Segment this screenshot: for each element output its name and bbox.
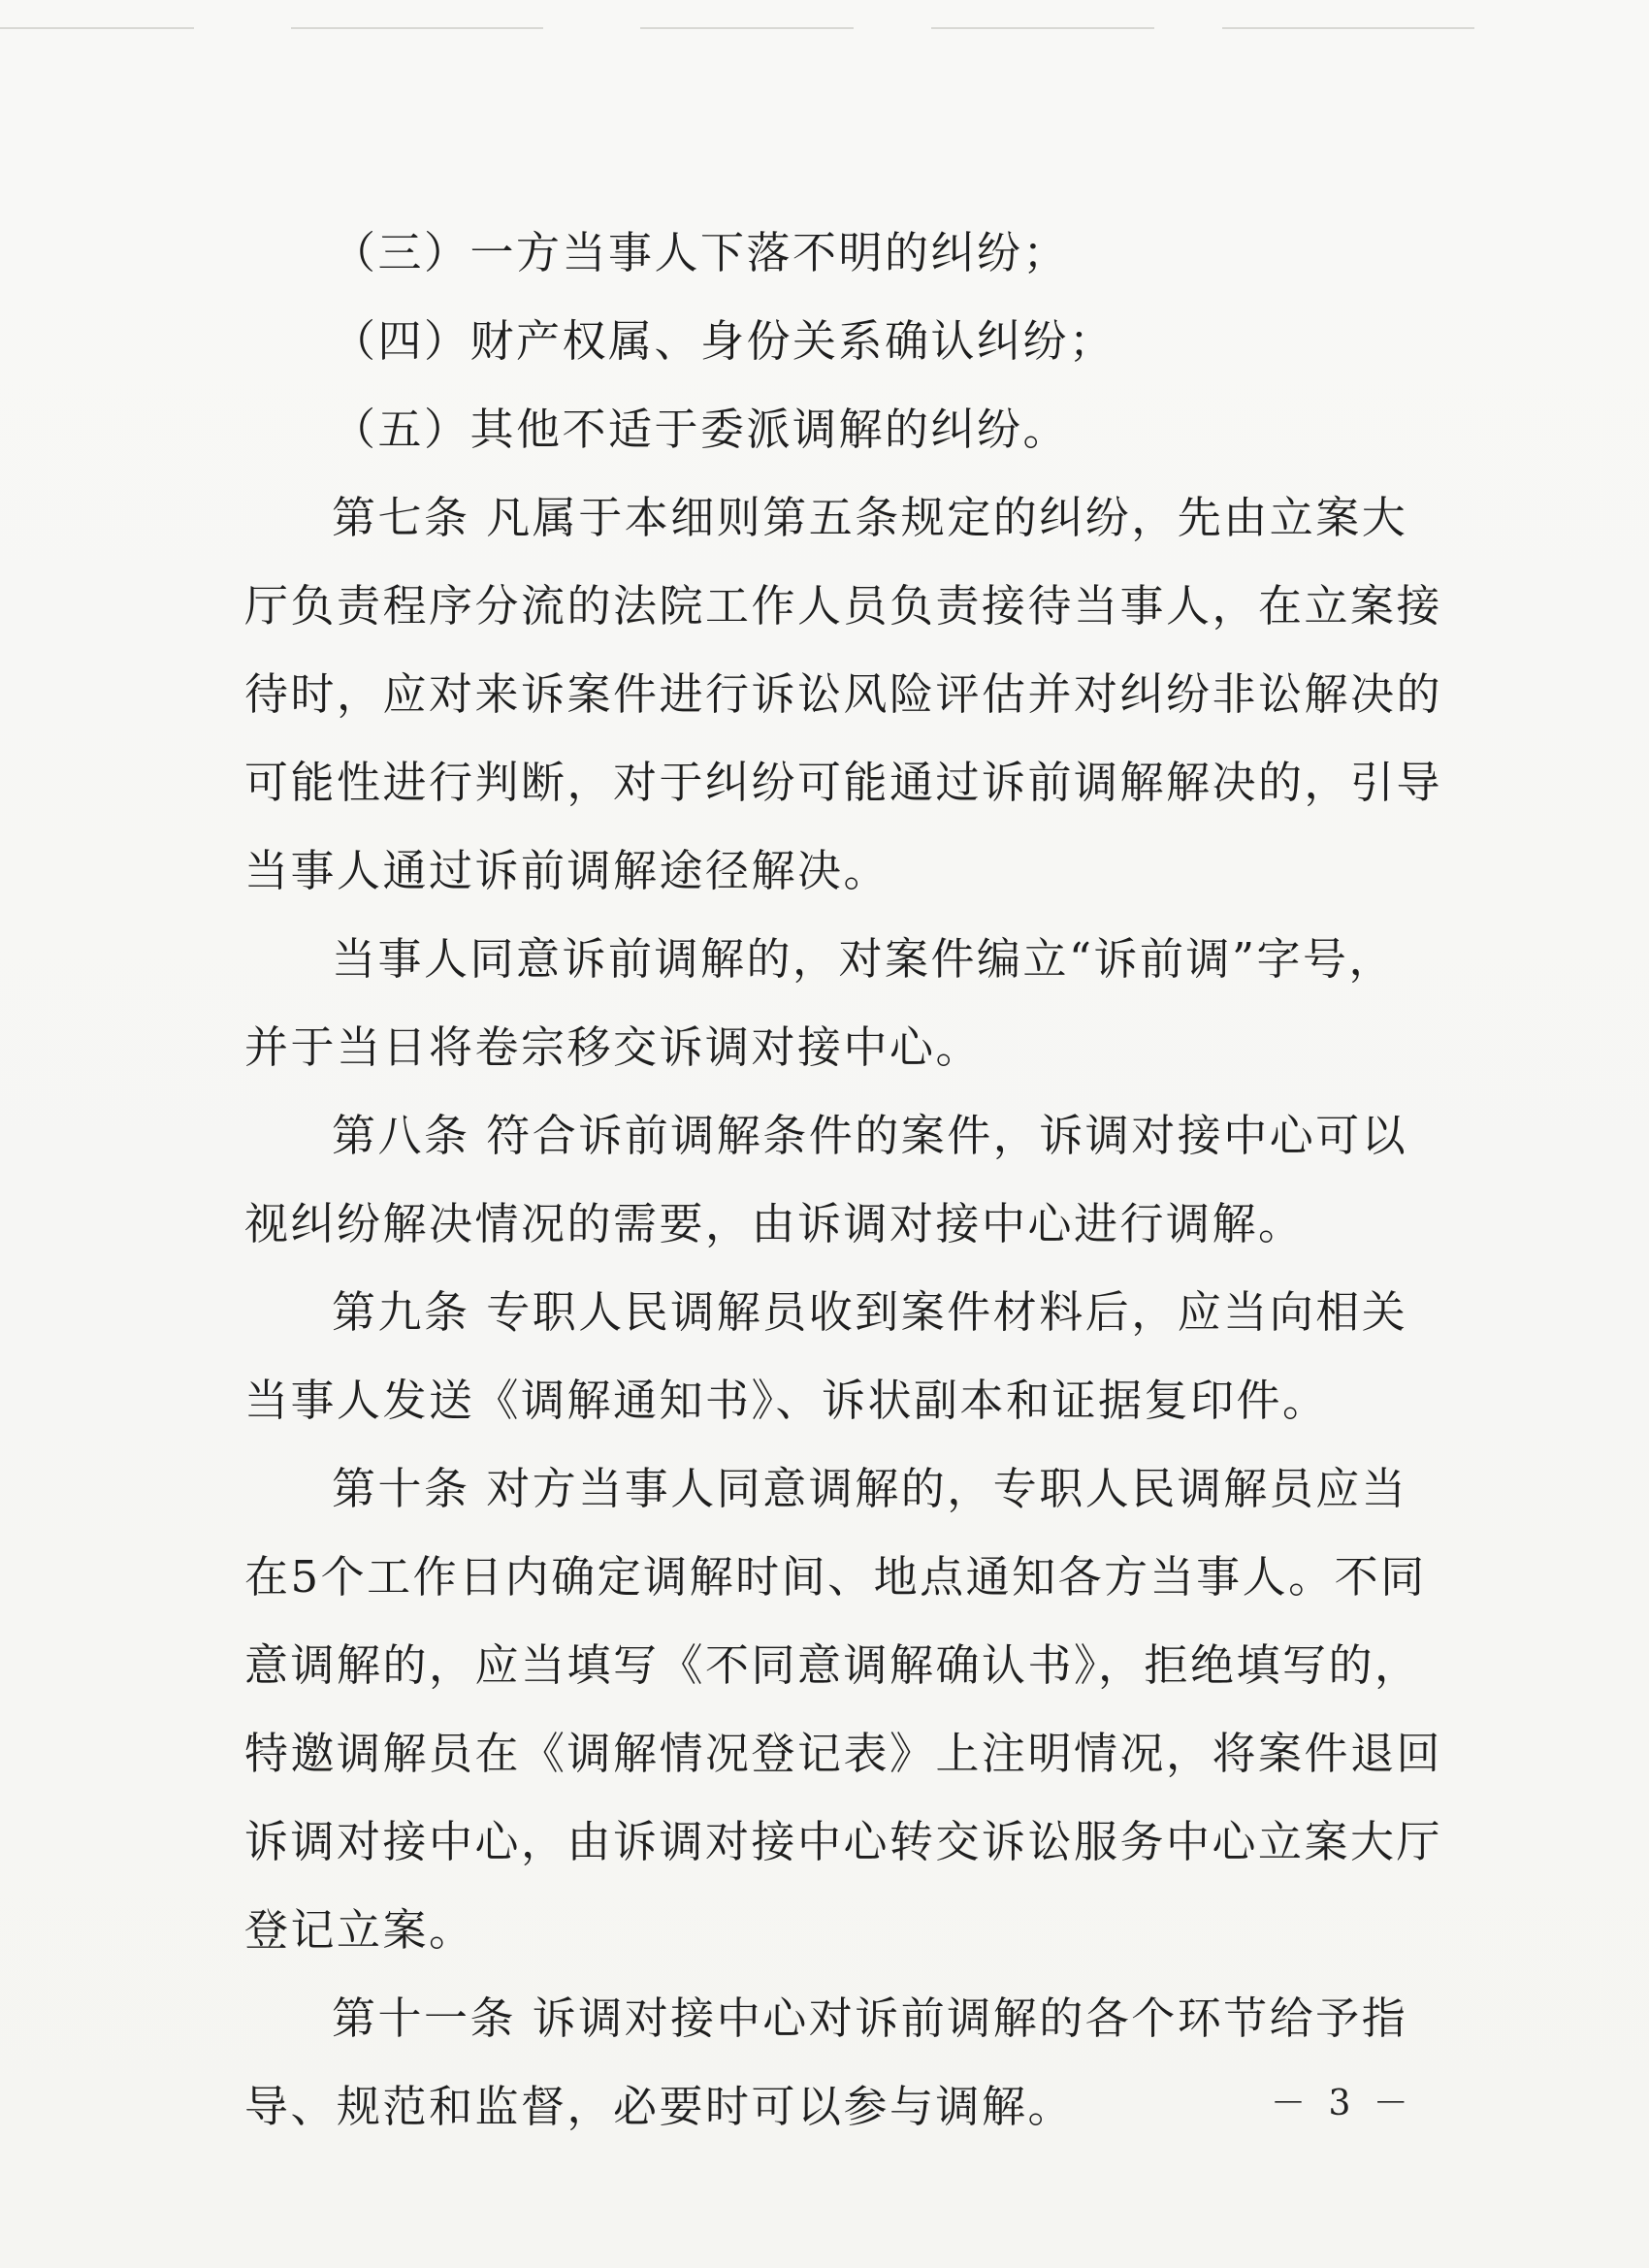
text-line: 诉调对接中心，由诉调对接中心转交诉讼服务中心立案大厅: [244, 1816, 1443, 1867]
body-text: [244, 209, 1443, 2151]
text-line: 待时，应对来诉案件进行诉讼风险评估并对纠纷非讼解决的: [244, 668, 1443, 720]
text-line: 在5个工作日内确定调解时间、地点通知各方当事人。不同: [244, 1551, 1427, 1603]
scan-artifact: [640, 27, 854, 29]
text-line: 第九条 专职人民调解员收到案件材料后，应当向相关: [332, 1286, 1408, 1338]
page-number: － 3 －: [1271, 2084, 1414, 2123]
scan-artifact: [1222, 27, 1474, 29]
text-line: （四）财产权属、身份关系确认纠纷；: [332, 315, 1116, 367]
text-line: 导、规范和监督，必要时可以参与调解。: [244, 2081, 1075, 2132]
text-line: 厅负责程序分流的法院工作人员负责接待当事人，在立案接: [244, 580, 1443, 632]
text-line: 当事人通过诉前调解途径解决。: [244, 845, 890, 896]
text-line: 意调解的，应当填写《不同意调解确认书》，拒绝填写的，: [244, 1639, 1421, 1691]
text-line: 第十一条 诉调对接中心对诉前调解的各个环节给予指: [332, 1993, 1408, 2044]
text-line: 并于当日将卷宗移交诉调对接中心。: [244, 1021, 983, 1073]
scan-artifact: [931, 27, 1154, 29]
text-line: 当事人同意诉前调解的，对案件编立“诉前调”字号，: [332, 933, 1396, 985]
text-line: （三）一方当事人下落不明的纠纷；: [332, 227, 1070, 278]
text-line: 第十条 对方当事人同意调解的，专职人民调解员应当: [332, 1463, 1408, 1514]
text-line: 当事人发送《调解通知书》、诉状副本和证据复印件。: [244, 1375, 1329, 1426]
text-line: 特邀调解员在《调解情况登记表》上注明情况，将案件退回: [244, 1728, 1443, 1779]
text-line: 第七条 凡属于本细则第五条规定的纠纷，先由立案大: [332, 492, 1408, 543]
text-line: （五）其他不适于委派调解的纠纷。: [332, 404, 1070, 455]
text-line: 可能性进行判断，对于纠纷可能通过诉前调解解决的，引导: [244, 757, 1443, 808]
scan-artifact: [291, 27, 543, 29]
text-line: 登记立案。: [244, 1904, 475, 1956]
text-line: 第八条 符合诉前调解条件的案件，诉调对接中心可以: [332, 1110, 1408, 1161]
text-line: 视纠纷解决情况的需要，由诉调对接中心进行调解。: [244, 1198, 1305, 1249]
scan-artifact: [0, 27, 194, 29]
